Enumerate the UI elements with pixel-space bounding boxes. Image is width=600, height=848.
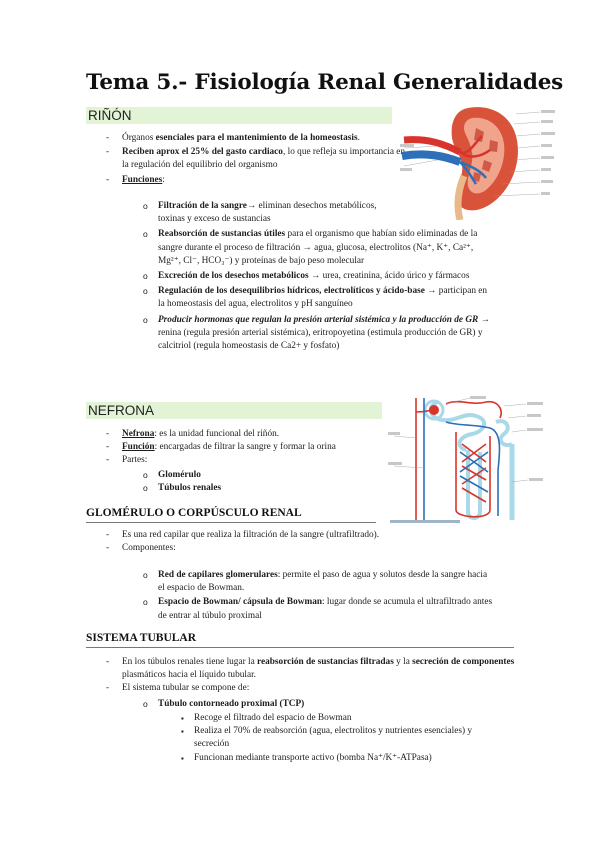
list-item: - Componentes: <box>106 543 176 554</box>
glomerulo-components <box>143 569 496 623</box>
function-item: o Producir hormonas que regulan la presión arterial sistémica y la producción de GR → renina (regula presión arterial sistémica), eritropoyetina (estimula producción de GR) y calcitriol (regula homeostasis de Ca2+ y fosfato) <box>143 314 490 352</box>
part-item: o Glomérulo <box>143 470 201 480</box>
function-item: o Reabsorción de sustancias útiles para el organismo que habían sido eliminadas de la sangre durante el proceso de filtración → agua, glucosa, electrolitos (Na⁺, K⁺, Ca²⁺, Mg²⁺, Cl⁻, HCO₃⁻) y proteínas de bajo peso molecular <box>143 229 478 266</box>
sub-sub-item: ▪ Recoge el filtrado del espacio de Bowman <box>181 713 352 723</box>
function-item: o Regulación de los desequilibrios hídricos, electrolíticos y ácido-base → participan en la homeostasis del agua, electrolitos y pH sanguíneo <box>143 286 488 310</box>
tubular-sub <box>143 698 458 711</box>
list-item: - Partes: <box>106 455 148 466</box>
section-heading-nefrona: NEFRONA <box>86 402 382 419</box>
sub-sub-item: ▪ Funcionan mediante transporte activo (bomba Na⁺/K⁺-ATPasa) <box>181 752 432 763</box>
list-item: - Funciones: <box>106 174 165 185</box>
list-item: - El sistema tubular se compone de: <box>106 683 250 694</box>
kidney-illustration <box>398 100 560 220</box>
rinon-list <box>106 132 406 187</box>
tubular-list <box>106 656 516 696</box>
list-item: - Órganos esenciales para el mantenimiento de la homeostasis. <box>106 133 360 143</box>
glomerulo-list <box>106 529 382 555</box>
sub-item: o Túbulo contorneado proximal (TCP) <box>143 699 305 709</box>
function-item: o Excreción de los desechos metabólicos → urea, creatinina, ácido úrico y fármacos <box>143 271 470 282</box>
component-item: o Espacio de Bowman/ cápsula de Bowman: lugar donde se acumula el ultrafiltrado antes de entrar al túbulo proximal <box>143 597 493 621</box>
list-item: - En los túbulos renales tiene lugar la reabsorción de sustancias filtradas y la secreción de componentes plasmáticos hacia el líquido tubular. <box>106 657 515 681</box>
nefrona-parts <box>143 469 358 495</box>
nefrona-list <box>106 428 382 468</box>
nephron-illustration <box>386 392 560 528</box>
section-heading-tubular: SISTEMA TUBULAR <box>86 632 514 648</box>
section-heading-rinon: RIÑÓN <box>86 107 392 124</box>
sub-sub-item: ▪ Realiza el 70% de reabsorción (agua, electrolitos y nutrientes esenciales) y secreción <box>181 726 473 750</box>
section-heading-glomerulo: GLOMÉRULO O CORPÚSCULO RENAL <box>86 507 376 523</box>
list-item: - Función: encargadas de filtrar la sangre y formar la orina <box>106 442 336 453</box>
part-item: o Túbulos renales <box>143 483 222 494</box>
list-item: - Es una red capilar que realiza la filtración de la sangre (ultrafiltrado). <box>106 530 380 540</box>
page-title: Tema 5.- Fisiología Renal Generalidades <box>86 70 564 95</box>
list-item: - Reciben aprox el 25% del gasto cardiaco, lo que refleja su importancia en la regulación del equilibrio del organismo <box>106 147 406 171</box>
component-item: o Red de capilares glomerulares: permite el paso de agua y solutos desde la sangre hacia el espacio de Bowman. <box>143 570 488 594</box>
tubular-sub-items <box>181 712 484 765</box>
list-item: - Nefrona: es la unidad funcional del riñón. <box>106 429 280 439</box>
function-item: o Filtración de la sangre→ eliminan desechos metabólicos, toxinas y exceso de sustancias <box>143 201 377 225</box>
functions-list <box>143 200 490 353</box>
